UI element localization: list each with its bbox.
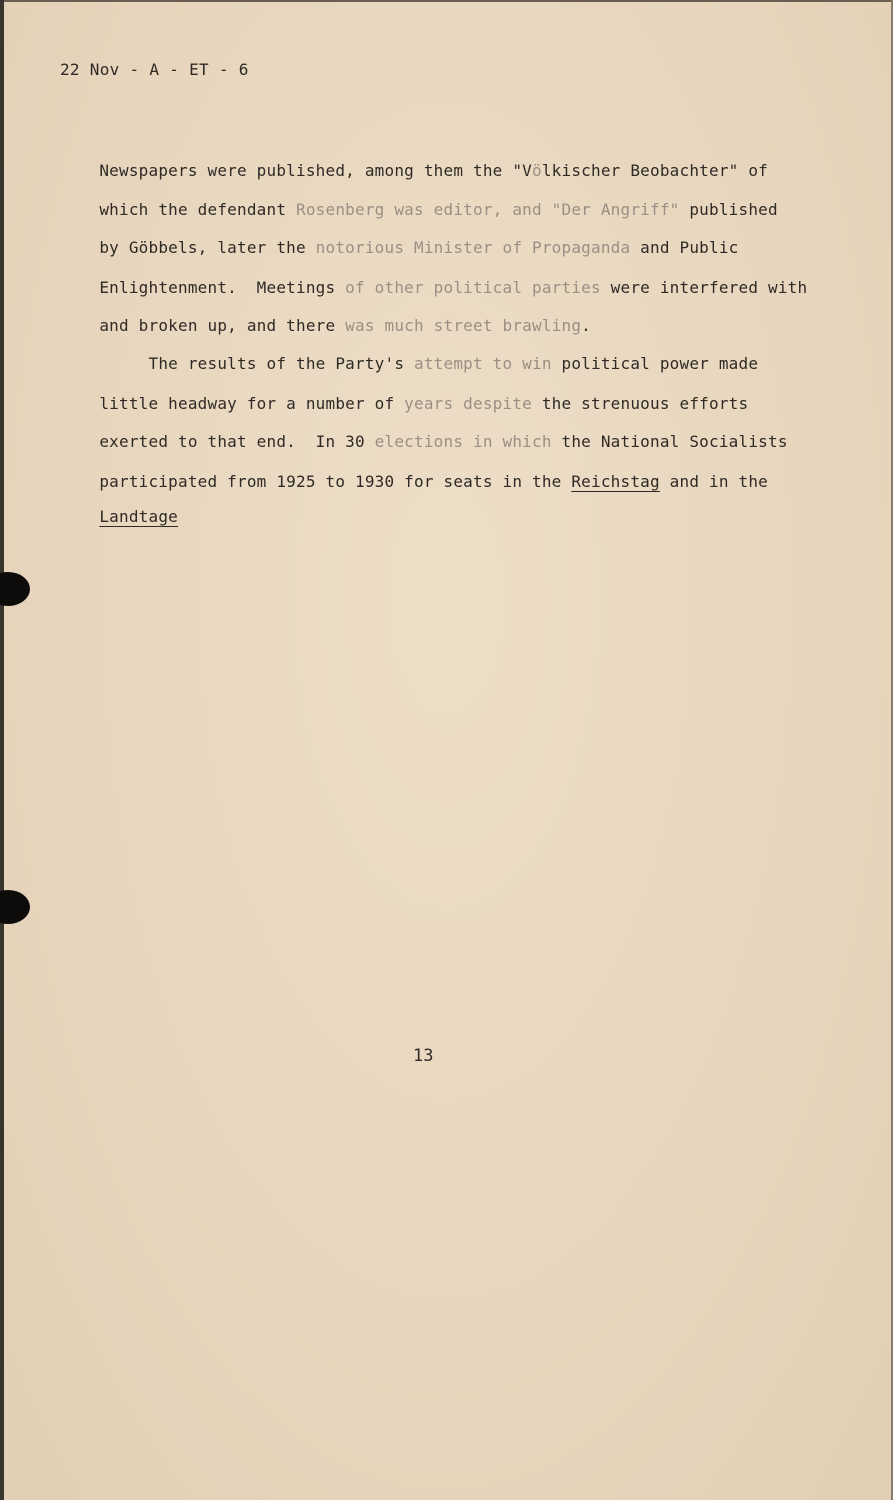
text-segment: which the defendant	[99, 200, 296, 219]
text-segment-faded: Rosenberg was editor, and "Der Angriff"	[296, 200, 680, 219]
text-segment: and in the	[659, 472, 768, 491]
punch-hole-upper	[0, 572, 30, 606]
page-top-edge	[0, 0, 893, 2]
text-segment: lkischer Beobachter" of	[541, 161, 768, 180]
text-segment: and broken up, and there	[99, 316, 346, 335]
text-segment-faded: was much street brawling	[345, 316, 582, 335]
text-segment: were interfered with	[600, 278, 808, 297]
text-segment-faded: ö	[532, 161, 542, 180]
text-segment: the National Socialists	[551, 432, 788, 451]
text-line	[60, 487, 178, 547]
text-segment-faded: of other political parties	[345, 278, 601, 297]
text-segment: Enlightenment. Meetings	[99, 278, 346, 297]
punch-hole-lower	[0, 890, 30, 924]
text-segment-faded: years despite	[404, 394, 532, 413]
page-number: 13	[413, 1046, 434, 1066]
text-segment-faded: attempt to win	[414, 354, 552, 373]
underlined-term-reichstag: Reichstag	[571, 472, 660, 491]
text-segment: by Göbbels, later the	[99, 238, 316, 257]
text-segment: The results of the Party's	[99, 354, 414, 373]
text-segment: and Public	[630, 238, 739, 257]
page-left-edge	[0, 0, 4, 1500]
text-segment: the strenuous efforts	[532, 394, 749, 413]
text-segment: little headway for a number of	[99, 394, 405, 413]
text-segment: published	[679, 200, 778, 219]
text-segment: participated from 1925 to 1930 for seats in the	[99, 472, 572, 491]
text-segment-faded: notorious Minister of Propaganda	[315, 238, 631, 257]
text-segment: political power made	[551, 354, 759, 373]
text-segment: exerted to that end. In 30	[99, 432, 375, 451]
text-segment: Newspapers were published, among them the "V	[99, 161, 532, 180]
document-reference: 22 Nov - A - ET - 6	[60, 60, 249, 79]
text-segment: .	[581, 316, 592, 335]
underlined-term-landtage: Landtage	[99, 507, 179, 526]
text-segment-faded: elections in which	[374, 432, 552, 451]
